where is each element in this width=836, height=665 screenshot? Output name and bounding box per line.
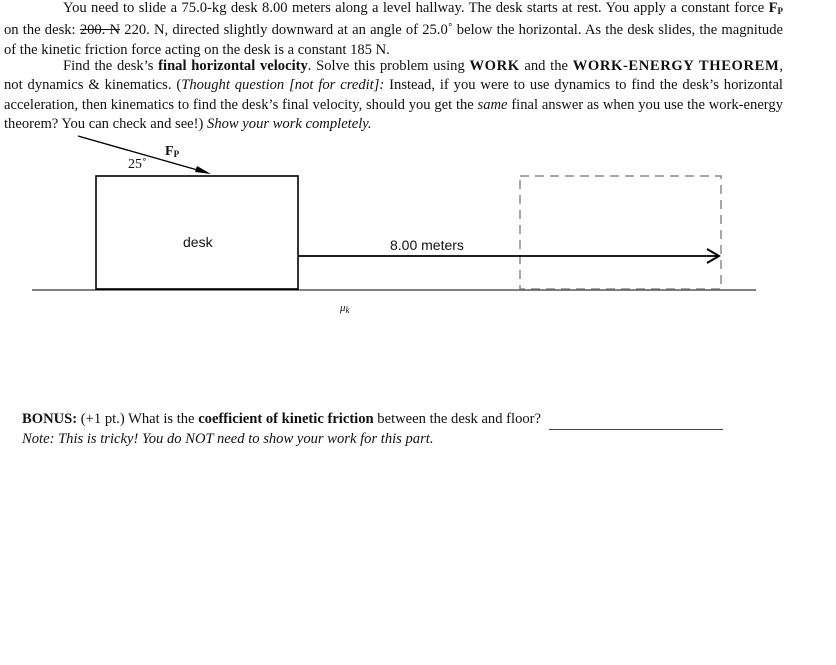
bonus-question — [22, 410, 723, 449]
friction-coefficient-label: $\mu_k$ — [340, 302, 350, 315]
desk-final-position — [520, 176, 721, 289]
desk-box — [96, 176, 298, 289]
distance-label: 8.00 meters — [390, 237, 464, 253]
problem-paragraph-1: You need to slide a 75.0-kg desk 8.00 meters along a level hallway. The desk starts at rest. You apply a constant force $F_P$ on the desk: 200. N 220. N, directed slightly downward at an angle of 25.0˚ below the horizontal. As the desk slides, the magnitude of the kinetic friction force acting on the desk is a constant 185 N. — [4, 0, 783, 58]
problem-paragraph-2: Find the desk’s final horizontal velocity. Solve this problem using WORK and the WORK-ENERGY THEOREM, not dynamics & kinematics. (Thought question [not for credit]: Instead, if you were to use dynamics to find the desk’s horizontal acceleration, then kinematics to find the desk’s final velocity, should you get the same final answer as when you use the work-energy theorem? You can check and see!) Show your work completely. — [4, 58, 783, 133]
angle-label: 25˚ — [128, 157, 147, 172]
bonus-line: BONUS: (+1 pt.) What is the coefficient of kinetic friction between the desk and floor? — [22, 410, 723, 430]
force-label: $F_P$ — [165, 144, 180, 159]
answer-blank[interactable] — [549, 415, 723, 430]
applied-force-arrowhead — [195, 166, 211, 174]
struck-force-value: 200. N — [79, 22, 121, 39]
desk-label: desk — [183, 234, 213, 250]
bonus-note: Note: This is tricky! You do NOT need to show your work for this part. — [22, 430, 434, 447]
